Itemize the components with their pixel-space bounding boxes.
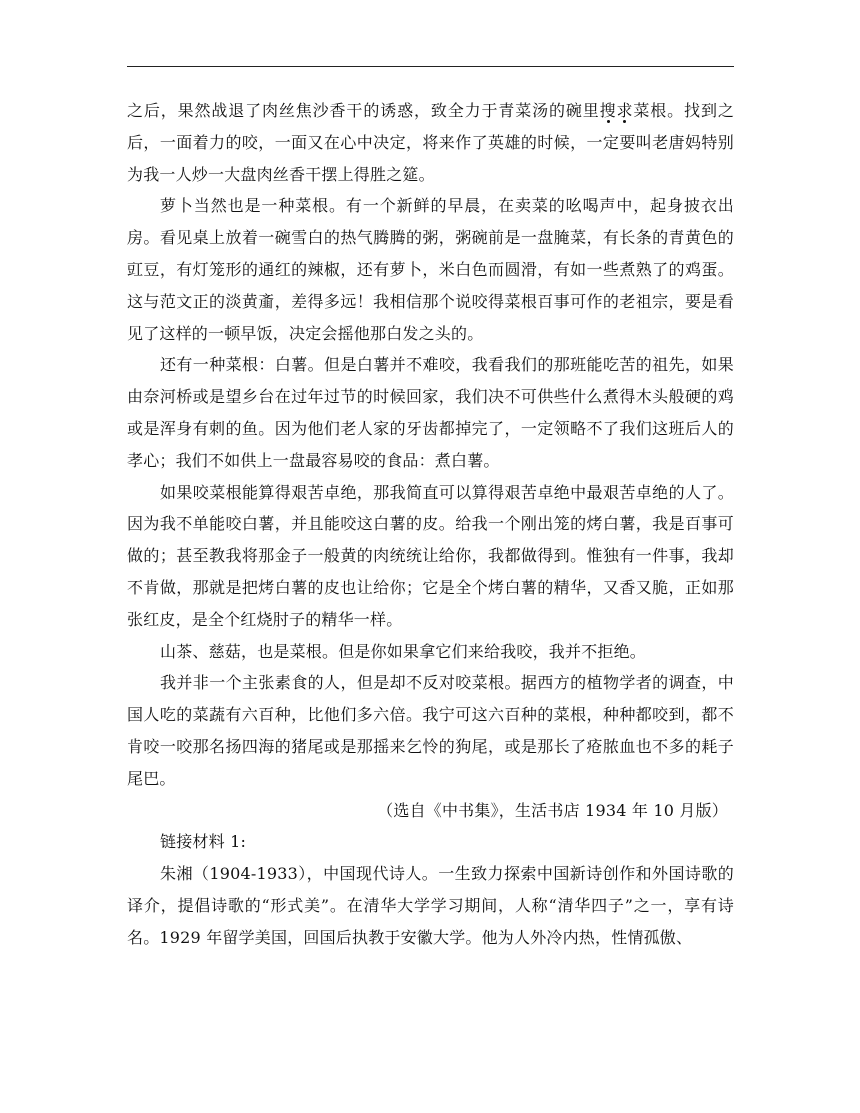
paragraph-6: 我并非一个主张素食的人，但是却不反对咬菜根。据西方的植物学者的调查，中国人吃的菜蔬有六百种，比他们多六倍。我宁可这六百种的菜根，种种都咬到，都不肯咬一咬那名扬四海的猪尾或是那摇来乞怜的狗尾，或是那长了疮脓血也不多的耗子尾巴。 [127, 673, 734, 788]
paragraph-4: 如果咬菜根能算得艰苦卓绝，那我简直可以算得艰苦卓绝中最艰苦卓绝的人了。因为我不单能咬白薯，并且能咬这白薯的皮。给我一个刚出笼的烤白薯，我是百事可做的；甚至教我将那金子一般黄的肉统统让给你，我都做得到。惟独有一件事，我却不肯做，那就是把烤白薯的皮也让给你；它是全个烤白薯的精华，又香又脆，正如那张红皮，是全个红烧肘子的精华一样。 [127, 482, 734, 629]
link-material-heading: 链接材料 1: [160, 832, 247, 852]
emphasis-dot-char: 搜 [599, 101, 617, 120]
header-rule [127, 66, 734, 67]
paragraph-1-start: 之后，果然战退了肉丝焦沙香干的诱惑，致全力于青菜汤的碗里 [127, 101, 600, 120]
paragraph-2: 萝卜当然也是一种菜根。有一个新鲜的早晨，在卖菜的吆喝声中，起身披衣出房。看见桌上放着一碗雪白的热气腾腾的粥，粥碗前是一盘腌菜，有长条的青黄色的豇豆，有灯笼形的通红的辣椒，还有萝卜，米白色而圆滑，有如一些煮熟了的鸡蛋。这与范文正的淡黄齑，差得多远！我相信那个说咬得菜根百事可作的老祖宗，要是看见了这样的一顿早饭，决定会摇他那白发之头的。 [127, 196, 734, 343]
paragraph-link-material: 朱湘（1904-1933），中国现代诗人。一生致力探索中国新诗创作和外国诗歌的译介，提倡诗歌的“形式美”。在清华大学学习期间，人称“清华四子”之一，享有诗名。1929 年留学美国，回国后执教于安徽大学。他为人外冷内热，性情孤傲、 [127, 864, 734, 947]
paragraph-1 [127, 95, 734, 190]
paragraph-1-end: 菜根。找到之后，一面着力的咬，一面又在心中决定，将来作了英雄的时候，一定要叫老唐妈特别为我一人炒一大盘肉丝香干摆上得胜之筵。 [127, 101, 735, 184]
paragraph-5: 山茶、慈菇，也是菜根。但是你如果拿它们来给我咬，我并不拒绝。 [160, 641, 647, 661]
source-citation: （选自《中书集》，生活书店 1934 年 10 月版） [377, 800, 728, 820]
emphasis-dot-char: 求 [616, 101, 634, 120]
paragraph-3: 还有一种菜根：白薯。但是白薯并不难咬，我看我们的那班能吃苦的祖先，如果由奈河桥或是望乡台在过年过节的时候回家，我们决不可供些什么煮得木头般硬的鸡或是浑身有刺的鱼。因为他们老人家的牙齿都掉完了，一定领略不了我们这班后人的孝心；我们不如供上一盘最容易咬的食品：煮白薯。 [127, 355, 734, 470]
article-body [127, 95, 734, 954]
